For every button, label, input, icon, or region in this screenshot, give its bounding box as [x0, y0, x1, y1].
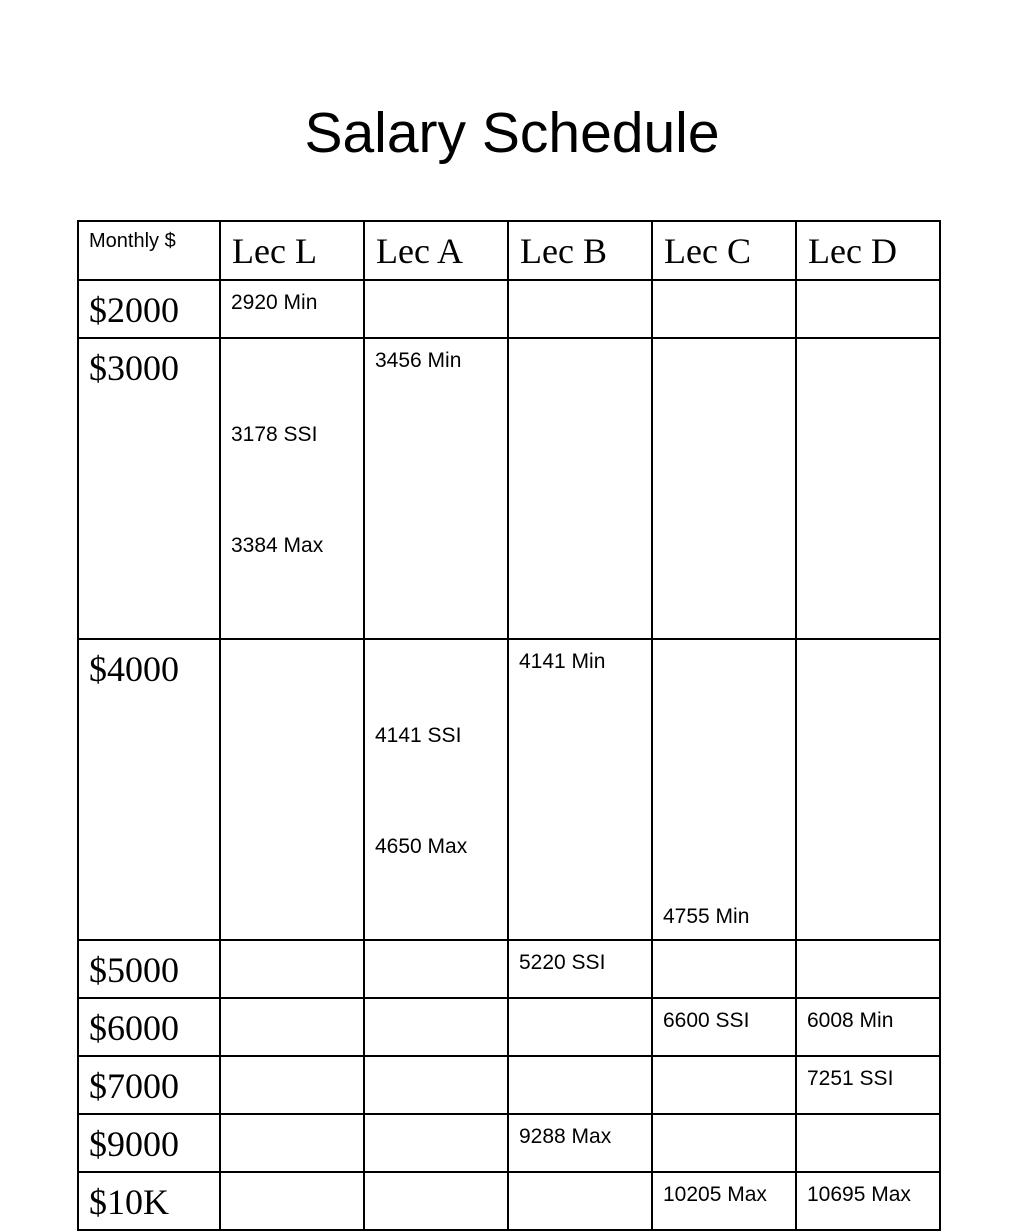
column-header-lec-b: Lec B — [508, 221, 652, 280]
table-cell — [364, 1056, 508, 1114]
table-cell — [796, 998, 940, 1056]
row-label: $7000 — [78, 1056, 220, 1114]
table-cell — [220, 639, 364, 940]
table-cell — [652, 639, 796, 940]
table-cell — [796, 1114, 940, 1172]
table-cell — [508, 1114, 652, 1172]
table-cell — [220, 1114, 364, 1172]
table-cell — [364, 1114, 508, 1172]
column-header-lec-a: Lec A — [364, 221, 508, 280]
table-row — [78, 998, 940, 1056]
cell-value: 5220 SSI — [519, 951, 606, 974]
table-row — [78, 1172, 940, 1230]
slide-title: Salary Schedule — [304, 101, 720, 165]
table-cell — [652, 1114, 796, 1172]
cell-value: 3456 Min — [375, 349, 462, 372]
table-row — [78, 639, 940, 940]
table-cell — [796, 940, 940, 998]
cell-value: 4755 Min — [663, 905, 750, 928]
table-cell — [220, 1056, 364, 1114]
cell-value: 10205 Max — [663, 1183, 767, 1206]
table-cell — [508, 940, 652, 998]
cell-value: 9288 Max — [519, 1125, 612, 1148]
table-cell — [652, 1172, 796, 1230]
table-cell — [796, 1172, 940, 1230]
cell-value: 10695 Max — [807, 1183, 911, 1206]
table-row — [78, 280, 940, 338]
table-cell — [652, 998, 796, 1056]
table-cell — [364, 1172, 508, 1230]
table-cell — [508, 998, 652, 1056]
row-label: $3000 — [78, 338, 220, 639]
cell-value: 4650 Max — [375, 835, 468, 858]
cell-value: 3178 SSI — [231, 423, 318, 446]
table-cell — [508, 1172, 652, 1230]
row-label: $4000 — [78, 639, 220, 940]
cell-value: 7251 SSI — [807, 1067, 894, 1090]
row-label: $5000 — [78, 940, 220, 998]
table-cell — [508, 338, 652, 639]
cell-value: 4141 SSI — [375, 724, 462, 747]
table-row — [78, 338, 940, 639]
table-row — [78, 1114, 940, 1172]
column-header-lec-l: Lec L — [220, 221, 364, 280]
table-cell — [652, 280, 796, 338]
table-row — [78, 1056, 940, 1114]
table-cell — [220, 1172, 364, 1230]
table-header-row — [78, 221, 940, 280]
table-cell — [364, 639, 508, 940]
table-cell — [220, 338, 364, 639]
table-cell — [364, 338, 508, 639]
row-label: $6000 — [78, 998, 220, 1056]
cell-value: 4141 Min — [519, 650, 606, 673]
table-cell — [220, 998, 364, 1056]
corner-header: Monthly $ — [78, 221, 220, 280]
column-header-lec-d: Lec D — [796, 221, 940, 280]
row-label: $9000 — [78, 1114, 220, 1172]
table-cell — [796, 639, 940, 940]
table-cell — [508, 1056, 652, 1114]
row-label: $2000 — [78, 280, 220, 338]
table-cell — [652, 338, 796, 639]
cell-value: 2920 Min — [231, 291, 318, 314]
table-cell — [220, 940, 364, 998]
table-cell — [508, 639, 652, 940]
table-cell — [364, 940, 508, 998]
cell-value: 6008 Min — [807, 1009, 894, 1032]
cell-value: 3384 Max — [231, 534, 324, 557]
table-cell — [796, 1056, 940, 1114]
table-cell — [796, 280, 940, 338]
table-cell — [652, 1056, 796, 1114]
cell-value: 6600 SSI — [663, 1009, 750, 1032]
table-cell — [364, 998, 508, 1056]
table-cell — [508, 280, 652, 338]
table-cell — [796, 338, 940, 639]
table-cell — [220, 280, 364, 338]
table-cell — [364, 280, 508, 338]
row-label: $10K — [78, 1172, 220, 1230]
table-cell — [652, 940, 796, 998]
column-header-lec-c: Lec C — [652, 221, 796, 280]
table-row — [78, 940, 940, 998]
salary-schedule-table — [77, 220, 941, 1231]
